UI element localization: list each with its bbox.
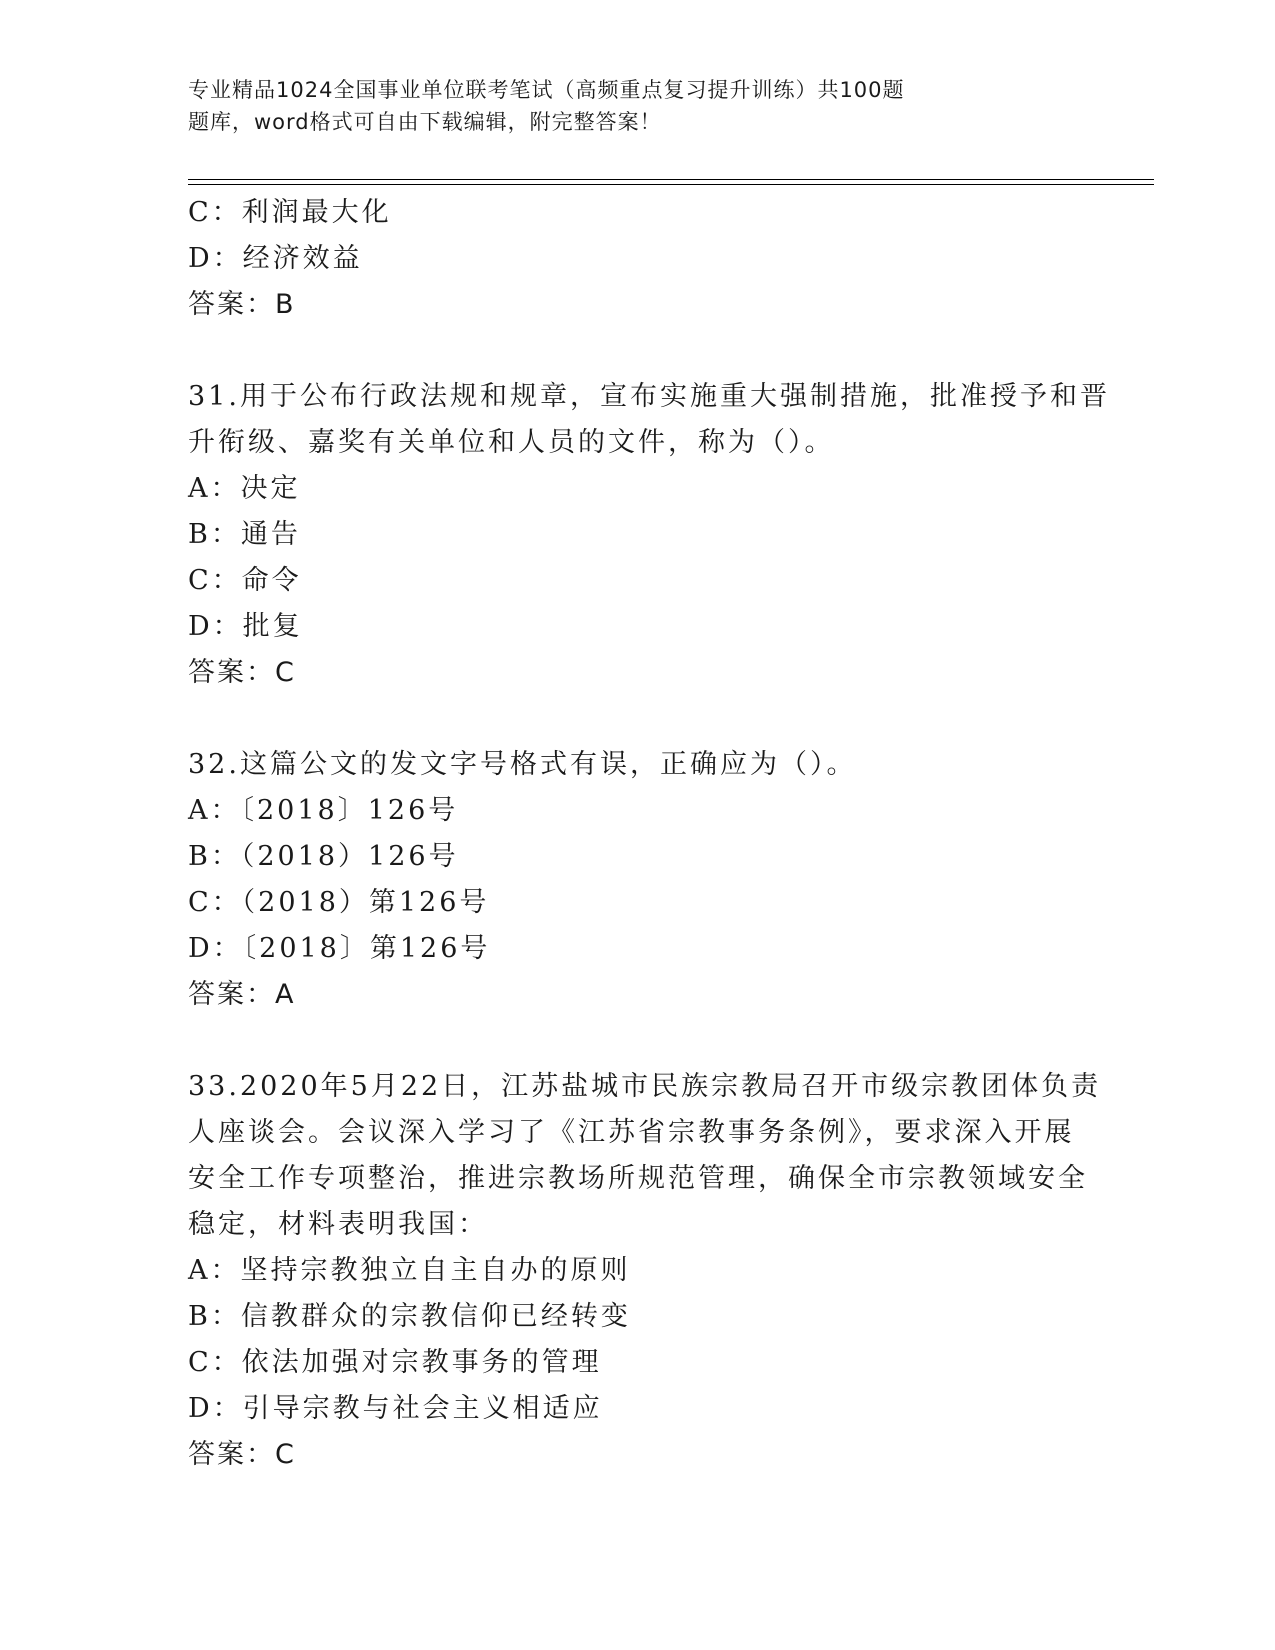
option-c: C：依法加强对宗教事务的管理: [188, 1347, 602, 1378]
header-rule-bottom: [188, 184, 1154, 185]
option-a: A：〔2018〕126号: [188, 795, 459, 826]
option-d: D：〔2018〕第126号: [188, 933, 491, 964]
option-d: D：批复: [188, 611, 303, 642]
question-stem: 33.2020年5月22日，江苏盐城市民族宗教局召开市级宗教团体负责: [188, 1071, 1102, 1102]
question-stem: 32.这篇公文的发文字号格式有误，正确应为（）。: [188, 749, 857, 780]
option-c: C：利润最大化: [188, 197, 392, 228]
question-list: [188, 190, 1110, 1478]
question-32: [188, 742, 1088, 1018]
header-line-2: 题库，word格式可自由下载编辑，附完整答案！: [188, 110, 662, 134]
option-d: D：引导宗教与社会主义相适应: [188, 1393, 603, 1424]
option-c: C：命令: [188, 565, 302, 596]
answer-line: 答案：C: [188, 1439, 296, 1470]
answer-line: 答案：B: [188, 289, 296, 320]
page-header: [188, 74, 1048, 138]
question-stem: 稳定，材料表明我国：: [188, 1209, 488, 1240]
option-b: B：（2018）126号: [188, 841, 459, 872]
header-line-1: 专业精品1024全国事业单位联考笔试（高频重点复习提升训练）共100题: [188, 78, 905, 102]
option-c: C：（2018）第126号: [188, 887, 490, 918]
answer-line: 答案：A: [188, 979, 296, 1010]
option-d: D：经济效益: [188, 243, 363, 274]
spacer: [188, 1018, 1088, 1064]
spacer: [188, 696, 1088, 742]
option-a: A：坚持宗教独立自主自办的原则: [188, 1255, 631, 1286]
header-rule-top: [188, 179, 1154, 180]
question-stem: 31.用于公布行政法规和规章，宣布实施重大强制措施，批准授予和晋: [188, 381, 1110, 412]
question-30-tail: [188, 190, 1088, 328]
option-b: B：信教群众的宗教信仰已经转变: [188, 1301, 631, 1332]
answer-line: 答案：C: [188, 657, 296, 688]
question-31: [188, 374, 1110, 696]
question-stem: 升衔级、嘉奖有关单位和人员的文件，称为（）。: [188, 427, 835, 458]
question-stem: 安全工作专项整治，推进宗教场所规范管理，确保全市宗教领域安全: [188, 1163, 1088, 1194]
spacer: [188, 328, 1088, 374]
question-stem: 人座谈会。会议深入学习了《江苏省宗教事务条例》，要求深入开展: [188, 1117, 1075, 1148]
option-b: B：通告: [188, 519, 301, 550]
option-a: A：决定: [188, 473, 301, 504]
question-33: [188, 1064, 1102, 1478]
